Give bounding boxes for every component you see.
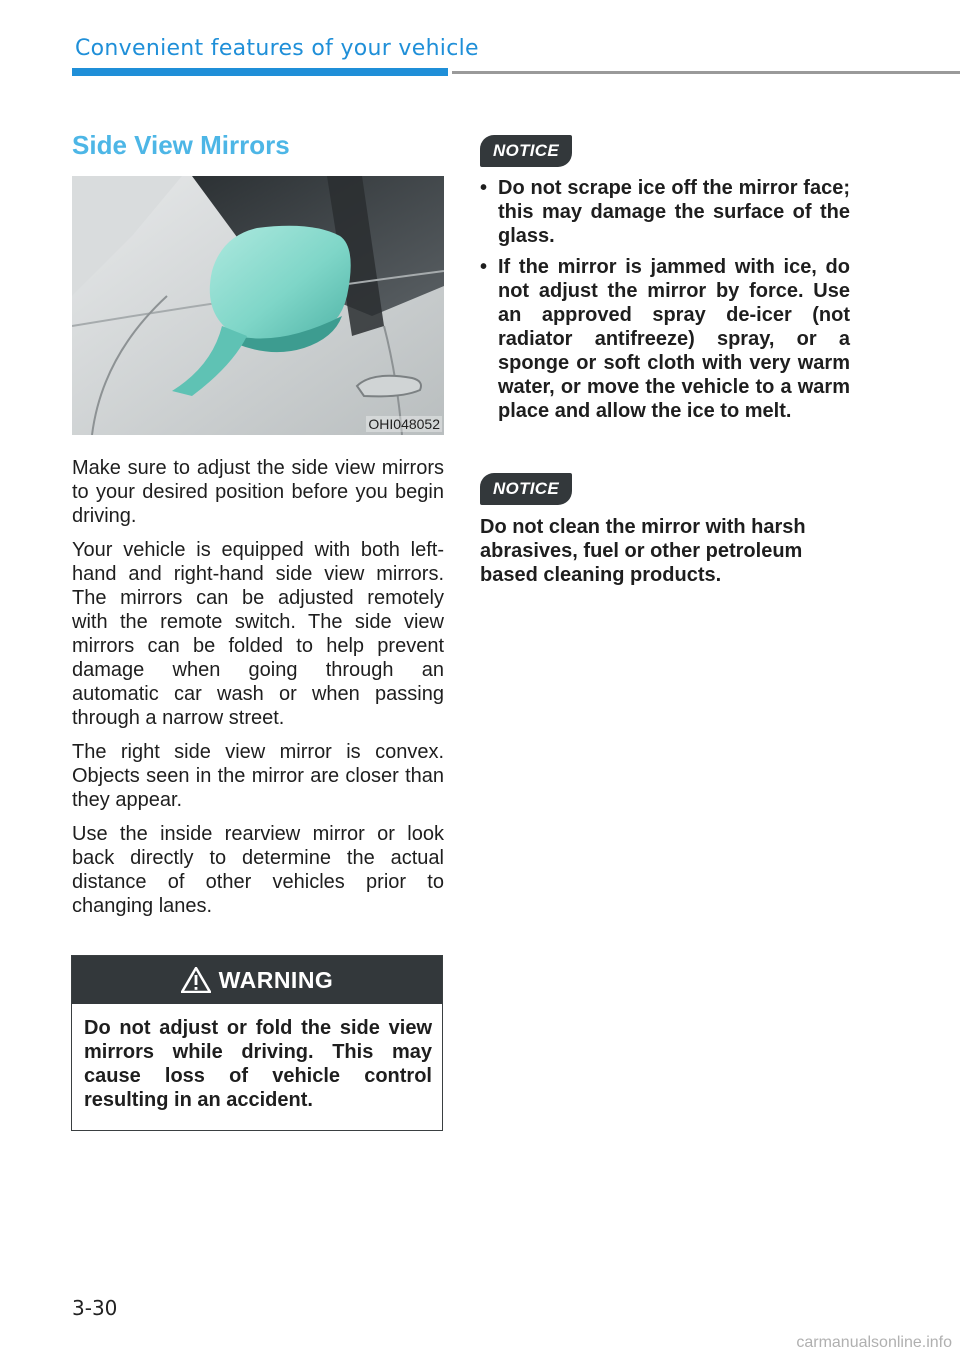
list-item: • If the mirror is jammed with ice, do not adjust the mirror by force. Use an approved spray de-icer (not radiator antifreeze) spray, or a sponge or soft cloth with very warm water, or move the vehicle to a warm place and allow the ice to melt. xyxy=(480,255,850,423)
watermark: carmanualsonline.info xyxy=(796,1334,952,1351)
warning-triangle-icon xyxy=(181,967,211,993)
paragraph: Make sure to adjust the side view mirrors to your desired position before you begin driving. xyxy=(72,457,444,527)
notice-list xyxy=(480,176,850,430)
warning-label: WARNING xyxy=(218,966,334,993)
page-title: Side View Mirrors xyxy=(72,130,290,160)
paragraph: Use the inside rearview mirror or look back directly to determine the actual distance of other vehicles prior to changing lanes. xyxy=(72,823,444,917)
body-text xyxy=(72,456,444,928)
list-item: • Do not scrape ice off the mirror face; this may damage the surface of the glass. xyxy=(480,176,850,248)
notice-text: Do not clean the mirror with harsh abrasives, fuel or other petroleum based cleaning products. xyxy=(480,516,806,586)
paragraph: Your vehicle is equipped with both left-hand and right-hand side view mirrors. The mirrors can be adjusted remotely with the remote switch. The side view mirrors can be folded to help prevent damage when going through an automatic car wash or when passing through a narrow street. xyxy=(72,539,444,729)
side-mirror-drawing xyxy=(72,176,444,435)
warning-box xyxy=(71,955,443,1131)
notice-badge: NOTICE xyxy=(480,135,572,167)
figure-code: OHI048052 xyxy=(368,416,440,432)
warning-text: Do not adjust or fold the side view mirrors while driving. This may cause loss of vehicle control resulting in an accident. xyxy=(84,1017,432,1111)
warning-header xyxy=(72,956,442,1004)
notice-badge: NOTICE xyxy=(480,473,572,505)
page-number: 3-30 xyxy=(72,1296,118,1320)
header-accent-bar xyxy=(72,68,448,76)
header-divider-line xyxy=(452,71,960,74)
section-header-title: Convenient features of your vehicle xyxy=(75,36,479,61)
paragraph: The right side view mirror is convex. Objects seen in the mirror are closer than they appear. xyxy=(72,741,444,811)
side-mirror-illustration xyxy=(72,176,444,435)
